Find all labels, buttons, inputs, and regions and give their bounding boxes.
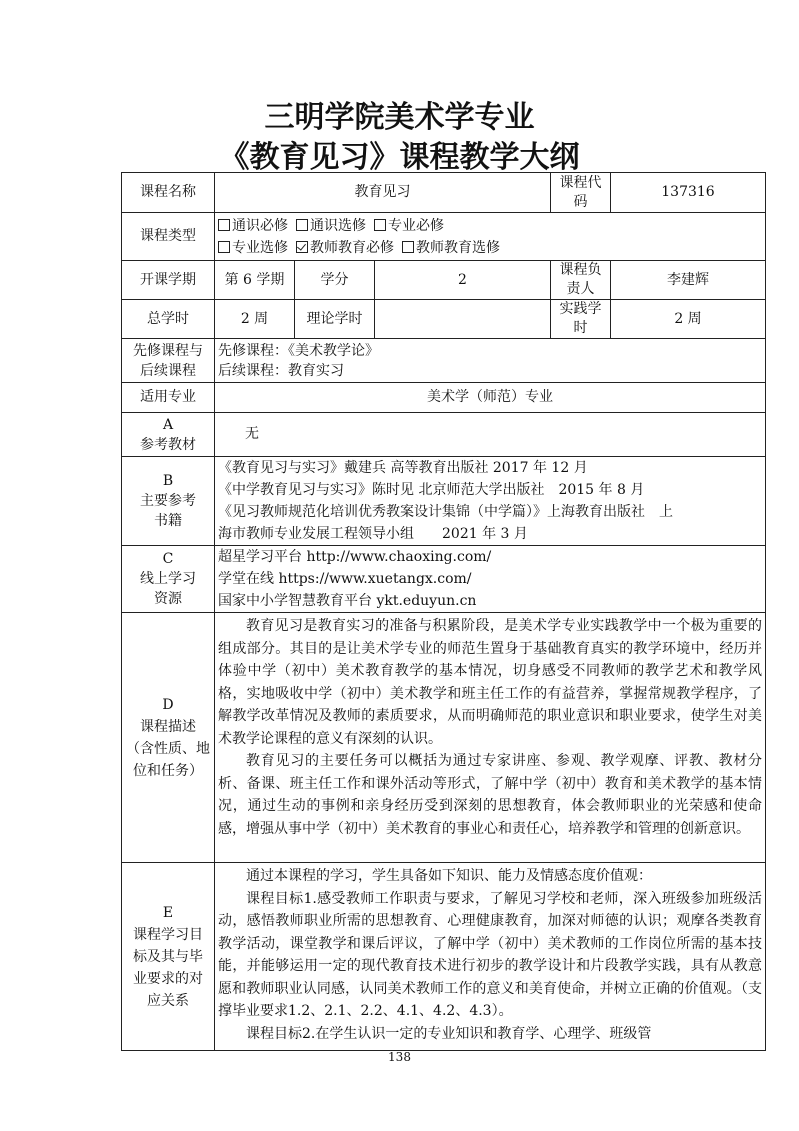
label-course-code: 课程代码: [551, 173, 611, 213]
value-leader: 李建辉: [611, 261, 766, 300]
online-resource: 国家中小学智慧教育平台 ykt.eduyun.cn: [218, 593, 477, 609]
label-major: 适用专业: [122, 383, 215, 413]
value-textbook: 无: [215, 413, 766, 457]
syllabus-table: [121, 172, 766, 1051]
label-line: 课程学习目: [133, 926, 203, 943]
label-line: 位和任务）: [133, 762, 203, 779]
label-line: 后续课程: [140, 362, 196, 379]
label-line: 线上学习: [140, 571, 196, 587]
title-line-1: 三明学院美术学专业: [264, 100, 535, 135]
value-references: [215, 457, 766, 546]
value-online: [215, 546, 766, 613]
label-line: 主要参考: [140, 493, 196, 509]
label-references: [122, 457, 215, 546]
value-major: 美术学（师范）专业: [215, 383, 766, 413]
page-number: 138: [388, 1050, 411, 1064]
row-objectives: [122, 863, 766, 1051]
label-line: 参考教材: [140, 436, 196, 453]
label-course-name: 课程名称: [122, 173, 215, 213]
label-total-hours: 总学时: [122, 300, 215, 339]
online-resource: 学堂在线 https://www.xuetangx.com/: [218, 571, 472, 587]
label-prereq: [122, 339, 215, 383]
option-label: 教师教育选修: [416, 239, 500, 256]
label-objectives: [122, 863, 215, 1051]
option-label: 通识选修: [310, 217, 366, 234]
label-line: 应关系: [147, 992, 189, 1009]
option-major-required: [374, 218, 444, 234]
objective-paragraph: 课程目标1.感受教师工作职责与要求，了解见习学校和老师，深入班级参加班级活动，感悟教师职业所需的思想教育、心理健康教育，加深对师德的认识；观摩各类教育教学活动，课堂教学和课后评议，了解中学（初中）美术教师的工作岗位所需的基本技能，并能够运用一定的现代教育技术进行初步的教学设计和片段教学实践，具有从教意愿和教师职业认同感，认同美术教师工作的意义和美育使命，并树立正确的价值观。（支撑毕业要求1.2、2.1、2.2、4.1、4.2、4.3）。: [218, 890, 762, 1019]
label-online: [122, 546, 215, 613]
label-theory-hours: 理论学时: [295, 300, 375, 339]
row-course-type: [122, 213, 766, 261]
checkbox-icon: [374, 219, 386, 231]
label-line: 先修课程与: [133, 342, 203, 359]
objective-paragraph: 课程目标2.在学生认识一定的专业知识和教育学、心理学、班级管: [246, 1025, 652, 1042]
label-semester: 开课学期: [122, 261, 215, 300]
row-major: [122, 383, 766, 413]
value-total-hours: 2 周: [215, 300, 295, 339]
row-references: [122, 457, 766, 546]
option-general-required: [218, 218, 288, 234]
row-description: [122, 613, 766, 863]
label-course-type: 课程类型: [122, 213, 215, 261]
option-major-elective: [218, 240, 288, 256]
label-line: 标及其与毕: [133, 948, 203, 965]
label-description: [122, 613, 215, 863]
checkbox-icon: [218, 219, 230, 231]
value-theory-hours: [375, 300, 551, 339]
objective-paragraph: 通过本课程的学习，学生具备如下知识、能力及情感态度价值观：: [246, 868, 652, 884]
row-semester: [122, 261, 766, 300]
section-letter: C: [162, 551, 174, 567]
checked-checkbox-icon: [296, 241, 308, 253]
label-practice-hours: 实践学时: [551, 300, 611, 339]
reference-item: 《见习教师规范化培训优秀教案设计集锦（中学篇）》上海教育出版社 上: [218, 504, 673, 520]
reference-item: 《教育见习与实习》戴建兵 高等教育出版社 2017 年 12 月: [218, 460, 588, 476]
description-paragraph: 教育见习的主要任务可以概括为通过专家讲座、参观、教学观摩、评教、教材分析、备课、班主任工作和课外活动等形式，了解中学（初中）教育和美术教学的基本情况，通过生动的事例和亲身经历受到深刻的思想教育，体会教师职业的光荣感和使命感，增强从事中学（初中）美术教育的事业心和责任心，培养教学和管理的创新意识。: [218, 753, 762, 837]
section-letter: A: [162, 416, 174, 433]
label-line: 课程描述: [140, 718, 196, 735]
course-type-row-1: [218, 215, 762, 237]
option-general-elective: [296, 218, 366, 234]
prereq-course: 先修课程：《美术教学论》: [218, 342, 379, 359]
label-credit: 学分: [295, 261, 375, 300]
label-leader: 课程负责人: [551, 261, 611, 300]
reference-item: 海市教师专业发展工程领导小组 2021 年 3 月: [218, 526, 528, 542]
value-course-name: 教育见习: [215, 173, 551, 213]
label-line: 书籍: [154, 513, 182, 529]
row-textbook: [122, 413, 766, 457]
value-objectives: [215, 863, 766, 1051]
section-letter: D: [162, 696, 174, 713]
value-prereq: [215, 339, 766, 383]
section-letter: E: [162, 904, 174, 921]
online-resource: 超星学习平台 http://www.chaoxing.com/: [218, 549, 492, 565]
value-description: [215, 613, 766, 863]
course-type-row-2: [218, 237, 762, 259]
checkbox-icon: [296, 219, 308, 231]
label-line: 业要求的对: [133, 970, 203, 987]
row-hours: [122, 300, 766, 339]
followup-course: 后续课程：教育实习: [218, 362, 344, 379]
label-line: 资源: [154, 591, 182, 607]
checkbox-icon: [402, 241, 414, 253]
option-label: 教师教育必修: [310, 239, 394, 256]
value-practice-hours: 2 周: [611, 300, 766, 339]
row-online: [122, 546, 766, 613]
option-label: 专业必修: [388, 217, 444, 234]
option-teacher-ed-required: [296, 240, 394, 256]
label-line: （含性质、地: [126, 740, 210, 757]
value-credit: 2: [375, 261, 551, 300]
option-label: 专业选修: [232, 239, 288, 256]
course-type-options: [215, 213, 766, 261]
row-course-name: [122, 173, 766, 213]
option-teacher-ed-elective: [402, 240, 500, 256]
option-label: 通识必修: [232, 217, 288, 234]
reference-item: 《中学教育见习与实习》陈时见 北京师范大学出版社 2015 年 8 月: [218, 482, 645, 498]
value-semester: 第 6 学期: [215, 261, 295, 300]
title-line-2: 《教育见习》课程教学大纲: [219, 140, 580, 175]
row-prereq: [122, 339, 766, 383]
value-course-code: 137316: [611, 173, 766, 213]
section-letter: B: [162, 473, 174, 489]
label-textbook: [122, 413, 215, 457]
description-paragraph: 教育见习是教育实习的准备与积累阶段，是美术学专业实践教学中一个极为重要的组成部分。其目的是让美术学专业的师范生置身于基础教育真实的教学环境中，经历并体验中学（初中）美术教育教学的基本情况，切身感受不同教师的教学艺术和教学风格，实地吸收中学（初中）美术教学和班主任工作的有益营养，掌握常规教学程序，了解教学改革情况及教师的素质要求，从而明确师范的职业意识和职业要求，使学生对美术教学论课程的意义有深刻的认识。: [218, 618, 762, 747]
checkbox-icon: [218, 241, 230, 253]
